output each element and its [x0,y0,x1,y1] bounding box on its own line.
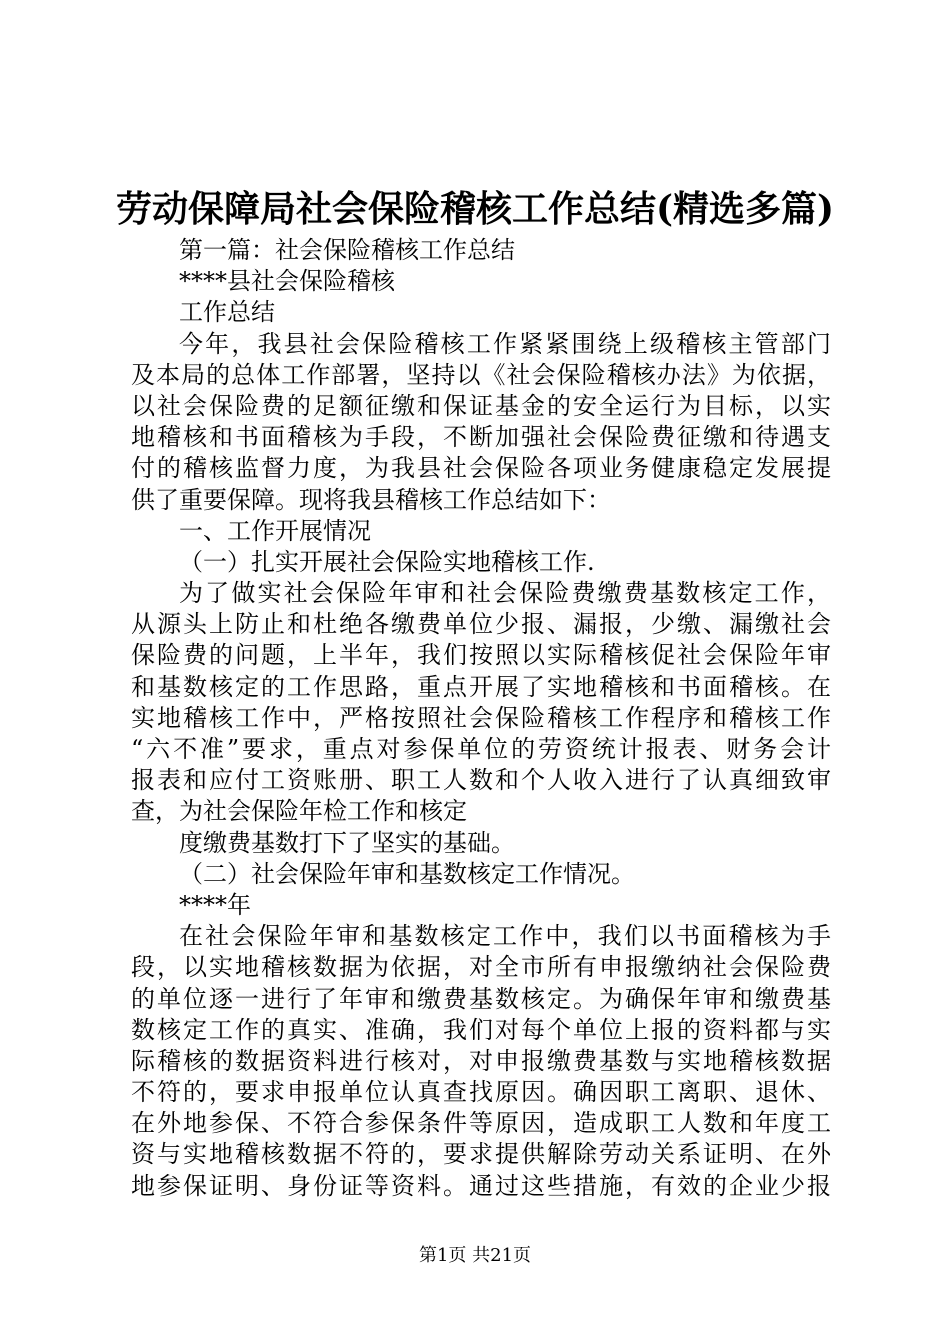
body-line: ****年 [179,890,251,919]
body-line: 在社会保险年审和基数核定工作中，我们以书面稽核为手 [179,922,831,951]
body-line: （一）扎实开展社会保险实地稽核工作. [179,547,595,576]
body-line: 资与实地稽核数据不符的，要求提供解除劳动关系证明、在外 [131,1140,831,1169]
body-line: 段，以实地稽核数据为依据，对全市所有申报缴纳社会保险费 [131,953,831,982]
body-line: 和基数核定的工作思路，重点开展了实地稽核和书面稽核。在 [131,672,831,701]
body-line: 地参保证明、身份证等资料。通过这些措施，有效的企业少报 [131,1171,831,1200]
body-line: 的单位逐一进行了年审和缴费基数核定。为确保年审和缴费基 [131,984,831,1013]
body-line: 供了重要保障。现将我县稽核工作总结如下： [131,485,611,514]
body-line: 保险费的问题，上半年，我们按照以实际稽核促社会保险年审 [131,641,831,670]
body-line: 际稽核的数据资料进行核对，对申报缴费基数与实地稽核数据 [131,1046,831,1075]
page-footer: 第1页 共21页 [418,1245,532,1266]
body-line: 及本局的总体工作部署，坚持以《社会保险稽核办法》为依据， [131,360,831,389]
body-line: 付的稽核监督力度，为我县社会保险各项业务健康稳定发展提 [131,454,831,483]
body-line: 为了做实社会保险年审和社会保险费缴费基数核定工作， [179,579,831,608]
body-line: 实地稽核工作中，严格按照社会保险稽核工作程序和稽核工作 [131,703,831,732]
body-line: 数核定工作的真实、准确，我们对每个单位上报的资料都与实 [131,1015,831,1044]
body-line: 报表和应付工资账册、职工人数和个人收入进行了认真细致审 [131,766,831,795]
document-body [131,235,831,1202]
body-line: 以社会保险费的足额征缴和保证基金的安全运行为目标，以实 [131,391,831,420]
body-line: 在外地参保、不符合参保条件等原因，造成职工人数和年度工 [131,1109,831,1138]
body-line: 一、工作开展情况 [179,516,371,545]
body-line: ****县社会保险稽核 [179,267,395,296]
body-line: “六不准”要求，重点对参保单位的劳资统计报表、财务会计 [131,735,831,763]
body-line: 查，为社会保险年检工作和核定 [131,797,467,826]
body-line: （二）社会保险年审和基数核定工作情况。 [179,859,635,888]
body-line: 地稽核和书面稽核为手段，不断加强社会保险费征缴和待遇支 [131,423,831,452]
body-line: 不符的，要求申报单位认真查找原因。确因职工离职、退休、 [131,1078,831,1107]
body-line: 从源头上防止和杜绝各缴费单位少报、漏报，少缴、漏缴社会 [131,610,831,639]
document-title: 劳动保障局社会保险稽核工作总结(精选多篇) [115,188,835,230]
body-line: 工作总结 [179,298,275,327]
body-line: 今年，我县社会保险稽核工作紧紧围绕上级稽核主管部门 [179,329,831,358]
body-line: 第一篇：社会保险稽核工作总结 [179,236,515,264]
body-line: 度缴费基数打下了坚实的基础。 [179,828,515,857]
